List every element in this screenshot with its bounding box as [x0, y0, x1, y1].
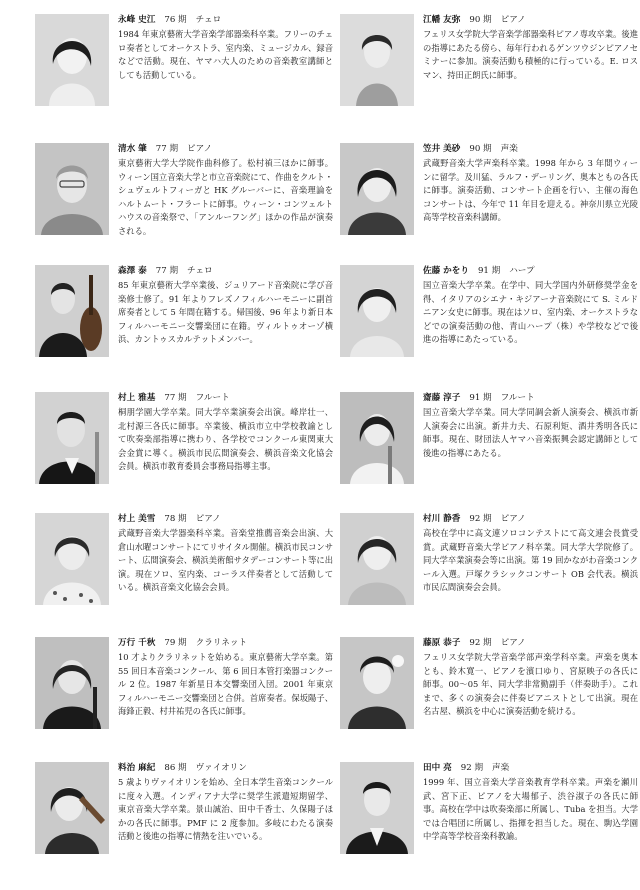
person-name: 永峰 史江: [118, 15, 156, 25]
profile-header: [118, 14, 335, 26]
class-term: 92 期: [460, 763, 484, 773]
profile-header: [423, 762, 640, 774]
portrait-photo: [340, 762, 414, 854]
profile-bio: 85 年東京藝術大学卒業後、ジュリアード音楽院に学び音楽修士修了。91 年よりフレズノフィルハーモニーに副首席奏者として 5 年間在籍する。帰国後、96 年より新日本フィルハーモニー交響楽団に在籍。ヴィルトゥオーゾ横浜、カントゥスカルテットメンバー。: [118, 280, 333, 345]
instrument-part: ピアノ: [500, 514, 526, 524]
profile-bio: 国立音楽大学卒業。在学中、同大学国内外研修奨学金を得、イタリアのシエナ・キジアーナ音楽院にて S. ミルドニアン女史に師事。現在はソロ、室内楽、オーケストラなどでの演奏活動の他、青山ハープ（株）や学校などで後進の指導にあたっている。: [423, 280, 638, 345]
profile-bio: 武蔵野音楽大学声楽科卒業。1998 年から 3 年間ウィーンに留学。及川猛、ラルフ・デーリング、奥本ともの各氏に師事。演奏活動、コンサート企画を行い、主催の海色コンサートは、今年で 11 年目を迎える。神奈川県立光陵高等学校音楽科講師。: [423, 158, 638, 223]
portrait-photo: [35, 143, 109, 235]
profile-entry: [340, 265, 640, 383]
person-name: 村上 美雪: [118, 514, 156, 524]
profile-header: [118, 513, 335, 525]
profile-entry: [35, 143, 335, 261]
profile-bio: 1999 年、国立音楽大学音楽教育学科卒業。声楽を瀬川武、宮下正、ピアノを大場郁子、渋谷淑子の各氏に師事。高校在学中は吹奏楽部に所属し、Tuba を担当。大学では合唱団に所属し、指揮を担当した。現在、駒込学園中学高等学校音楽科教諭。: [423, 777, 638, 842]
portrait-photo: [35, 513, 109, 605]
portrait-photo: [340, 265, 414, 357]
person-name: 村上 雅基: [118, 393, 156, 403]
class-term: 90 期: [469, 15, 492, 25]
portrait-photo: [340, 637, 414, 729]
profile-header: [423, 637, 640, 649]
class-term: 77 期: [164, 393, 187, 403]
profile-entry: [340, 762, 640, 880]
instrument-part: ハープ: [509, 266, 535, 276]
profile-header: [118, 637, 335, 649]
instrument-part: フルート: [195, 393, 230, 403]
class-term: 91 期: [477, 266, 501, 276]
class-term: 92 期: [469, 514, 492, 524]
profile-entry: [35, 513, 335, 631]
profile-header: [118, 762, 335, 774]
person-name: 森澤 泰: [118, 266, 147, 276]
instrument-part: 声楽: [492, 763, 510, 773]
portrait-photo: [340, 14, 414, 106]
profile-bio: 国立音楽大学卒業。同大学同調会新人演奏会、横浜市新人演奏会に出演。新井力夫、石原利矩、酒井秀明各氏に師事。現在、財団法人ヤマハ音楽振興会認定講師として後進の指導にあたる。: [423, 407, 638, 458]
profile-entry: [340, 143, 640, 261]
portrait-photo: [35, 14, 109, 106]
profile-bio: 東京藝術大学大学院作曲科修了。松村禎三ほかに師事。ウィーン国立音楽大学と市立音楽院にて、作曲をクルト・シュヴェルトフィーガと HK グルーバーに、音楽理論をハルトムート・フラートに師事。ウィーン・コンツェルトハウスの音楽祭で、「アンルーフング」ほかの作品が演奏される。: [118, 158, 333, 236]
instrument-part: 声楽: [500, 144, 518, 154]
portrait-photo: [35, 265, 109, 357]
class-term: 79 期: [164, 638, 187, 648]
person-name: 藤原 恭子: [423, 638, 461, 648]
instrument-part: フルート: [500, 393, 535, 403]
profile-entry: [35, 637, 335, 755]
instrument-part: クラリネット: [195, 638, 248, 648]
person-name: 田中 亮: [423, 763, 452, 773]
profile-header: [423, 265, 640, 277]
portrait-photo: [340, 513, 414, 605]
profile-header: [423, 513, 640, 525]
profile-bio: 高校在学中に高文連ソロコンテストにて高文連会長賞受賞。武蔵野音楽大学ピアノ科卒業。同大学大学院修了。同大学卒業演奏会等に出演。第 19 回かながわ音楽コンクール入選。戸塚クラシックコンサート OB 会代表。横浜市民広間演奏会会員。: [423, 528, 638, 593]
person-name: 清水 肇: [118, 144, 147, 154]
instrument-part: チェロ: [187, 266, 213, 276]
profile-entry: [340, 392, 640, 510]
profile-entry: [340, 637, 640, 755]
profile-header: [118, 265, 335, 277]
profile-entry: [35, 392, 335, 510]
profile-entry: [340, 513, 640, 631]
person-name: 齋藤 淳子: [423, 393, 461, 403]
class-term: 78 期: [164, 514, 187, 524]
person-name: 笠井 美砂: [423, 144, 461, 154]
class-term: 91 期: [469, 393, 492, 403]
person-name: 佐藤 かをり: [423, 266, 469, 276]
profile-header: [423, 14, 640, 26]
profile-bio: 1984 年東京藝術大学音楽学部器楽科卒業。フリーのチェロ奏者としてオーケストラ、室内楽、ミュージカル、録音などで活動。現在、ヤマハ大人のための音楽教室講師としても活動している。: [118, 29, 333, 80]
person-name: 江幡 友弥: [423, 15, 461, 25]
instrument-part: ピアノ: [187, 144, 213, 154]
portrait-photo: [35, 762, 109, 854]
portrait-photo: [35, 392, 109, 484]
portrait-photo: [340, 143, 414, 235]
profile-entry: [35, 265, 335, 383]
class-term: 76 期: [164, 15, 187, 25]
profile-header: [118, 392, 335, 404]
profile-entry: [35, 762, 335, 880]
person-name: 料治 麻紀: [118, 763, 156, 773]
profile-bio: 桐朋学園大学卒業。同大学卒業演奏会出演。峰岸壮一、北村源三各氏に師事。卒業後、横浜市立中学校教諭として吹奏楽部指導に携わり、各学校でコンクール東関東大会金賞に導く。横浜市民広間演奏会、横浜音楽文化協会会員。横浜市教育委員会事務局指導主事。: [118, 407, 333, 472]
profile-bio: 10 才よりクラリネットを始める。東京藝術大学卒業。第 55 回日本音楽コンクール、第 6 回日本管打楽器コンクール 2 位。1987 年新星日本交響楽団入団。2001 年東京フィルハーモニー交響楽団と合併。首席奏者。保坂陽子、海鋒正毅、村井祐児の各氏に師事。: [118, 652, 333, 717]
class-term: 77 期: [155, 144, 179, 154]
instrument-part: ピアノ: [500, 638, 526, 648]
portrait-photo: [35, 637, 109, 729]
portrait-photo: [340, 392, 414, 484]
profile-entry: [340, 14, 640, 132]
class-term: 90 期: [469, 144, 492, 154]
profile-header: [423, 392, 640, 404]
class-term: 77 期: [155, 266, 179, 276]
profile-entry: [35, 14, 335, 132]
class-term: 86 期: [164, 763, 187, 773]
profile-bio: フェリス女学院大学音楽学部声楽学科卒業。声楽を奥本とも、鈴木寛一、ピアノを濱口ゆり、宮原映子の各氏に師事。00～05 年、同大学非常勤副手（伴奏助手）。これまで、多くの演奏会に伴奏ピアニストとして出演。現在名古屋、横浜を中心に演奏活動を続ける。: [423, 652, 638, 717]
instrument-part: ピアノ: [195, 514, 221, 524]
profile-bio: 武蔵野音楽大学器楽科卒業。音楽堂推薦音楽会出演、大倉山水曜コンサートにてリサイタル開催。横浜市民コンサート、広間演奏会、横浜美術館サタデーコンサート等に出演。現在ソロ、室内楽、コーラス伴奏者として活動している。横浜音楽文化協会会員。: [118, 528, 333, 593]
instrument-part: ヴァイオリン: [195, 763, 247, 773]
instrument-part: ピアノ: [500, 15, 526, 25]
profile-bio: 5 歳よりヴァイオリンを始め、全日本学生音楽コンクールに度々入選。インディアナ大学に奨学生派遣短期留学、東京音楽大学卒業。景山誠治、田中千香士、久保陽子ほかの各氏に師事。PMF に 2 度参加。多岐にわたる演奏活動と後進の指導に情熱を注いでいる。: [118, 777, 333, 842]
instrument-part: チェロ: [195, 15, 222, 25]
person-name: 村川 静香: [423, 514, 461, 524]
profile-header: [118, 143, 335, 155]
person-name: 万行 千秋: [118, 638, 156, 648]
profile-bio: フェリス女学院大学音楽学部器楽科ピアノ専攻卒業。後進の指導にあたる傍ら、毎年行われるゲンツウジンピアノセミナーに参加。演奏活動も積極的に行っている。E. ロスマン、持田正朗氏に師事。: [423, 29, 638, 80]
profile-header: [423, 143, 640, 155]
class-term: 92 期: [469, 638, 492, 648]
